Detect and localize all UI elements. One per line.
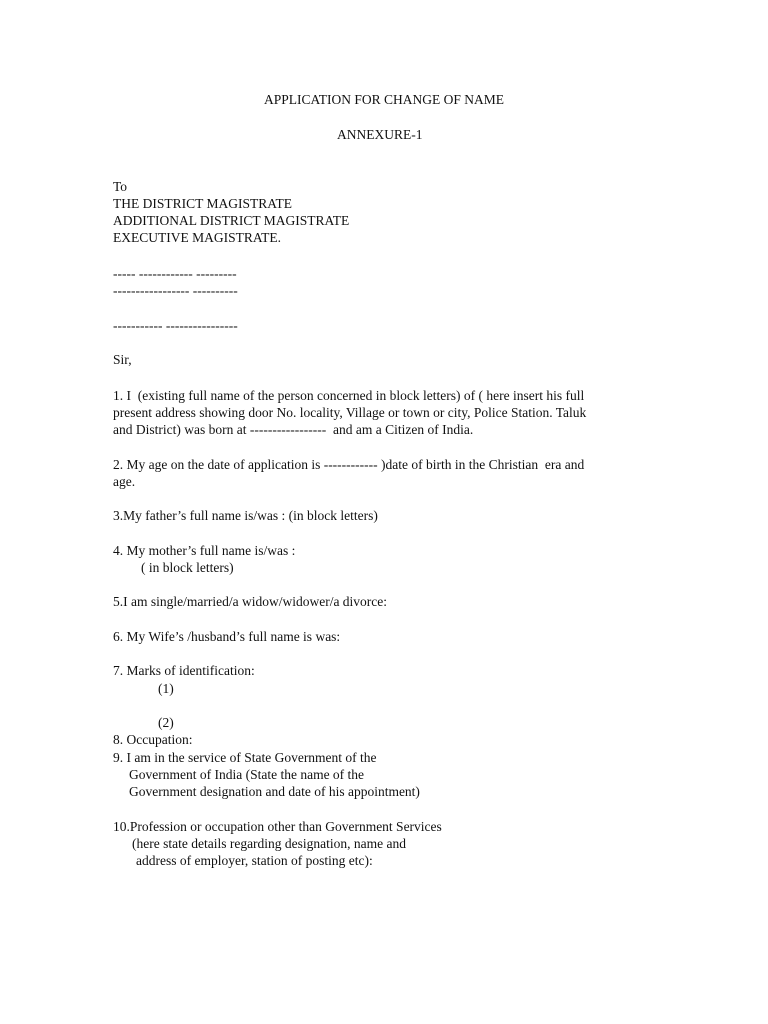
item-10-line-3: address of employer, station of posting etc):	[136, 853, 373, 868]
item-9-line-2: Government of India (State the name of the	[129, 767, 365, 782]
item-5: 5.I am single/married/a widow/widower/a divorce:	[113, 594, 388, 609]
item-2-line-2: age.	[113, 474, 136, 489]
item-6: 6. My Wife’s /husband’s full name is was:	[113, 629, 341, 644]
blank-line-1: ----- ------------ ---------	[113, 266, 237, 281]
item-7-line-1: 7. Marks of identification:	[113, 663, 255, 678]
document-title: APPLICATION FOR CHANGE OF NAME	[263, 92, 505, 107]
to-label: To	[113, 179, 128, 194]
item-1-line-3: and District) was born at ----------------- and am a Citizen of India.	[113, 422, 474, 437]
item-10-line-1: 10.Profession or occupation other than Government Services	[113, 819, 442, 834]
item-4-line-2: ( in block letters)	[141, 560, 234, 575]
addressee-additional-district-magistrate: ADDITIONAL DISTRICT MAGISTRATE	[113, 213, 350, 228]
item-8: 8. Occupation:	[113, 732, 193, 747]
addressee-executive-magistrate: EXECUTIVE MAGISTRATE.	[113, 230, 281, 245]
addressee-district-magistrate: THE DISTRICT MAGISTRATE	[113, 196, 293, 211]
item-2-line-1: 2. My age on the date of application is ------------ )date of birth in the Christian era and	[113, 457, 585, 472]
document-page: APPLICATION FOR CHANGE OF NAME ANNEXURE-1 To THE DISTRICT MAGISTRATE ADDITIONAL DISTRICT MAGISTRATE EXECUTIVE MAGISTRATE. ----- ------------ --------- ----------------- ---------- ----------- ---------------- Sir, 1. I (existing full name of the person concerned in block letters) of ( here insert his full present address showing door No. locality, Village or town or city, Police Station. Taluk and District) was born at ----------------- and am a Citizen of India. 2. My age on the date of application is ------------ )date of birth in the Christian era and age. 3.My father’s full name is/was : (in block letters) 4. My mother’s full name is/was : ( in block letters) 5.I am single/married/a widow/widower/a divorce: 6. My Wife’s /husband’s full name is was: 7. Marks of identification: (1) (2) 8. Occupation: 9. I am in the service of State Government of the Government of India (State the name of the Government designation and date of his appointment) 10.Profession or occupation other than Government Services (here state details regarding designation, name and address of employer, station of posting etc):	[0, 0, 768, 1024]
item-3: 3.My father’s full name is/was : (in block letters)	[113, 508, 378, 523]
item-9-line-3: Government designation and date of his appointment)	[129, 784, 420, 799]
salutation: Sir,	[113, 352, 132, 367]
item-7-mark-2: (2)	[158, 715, 174, 730]
blank-line-3: ----------- ----------------	[113, 318, 238, 333]
blank-line-2: ----------------- ----------	[113, 283, 238, 298]
item-7-mark-1: (1)	[158, 681, 174, 696]
item-1-line-1: 1. I (existing full name of the person concerned in block letters) of ( here insert his full	[113, 388, 585, 403]
item-10-line-2: (here state details regarding designation, name and	[132, 836, 407, 851]
item-4-line-1: 4. My mother’s full name is/was :	[113, 543, 296, 558]
item-9-line-1: 9. I am in the service of State Government of the	[113, 750, 377, 765]
item-1-line-2: present address showing door No. locality, Village or town or city, Police Station. Taluk	[113, 405, 587, 420]
